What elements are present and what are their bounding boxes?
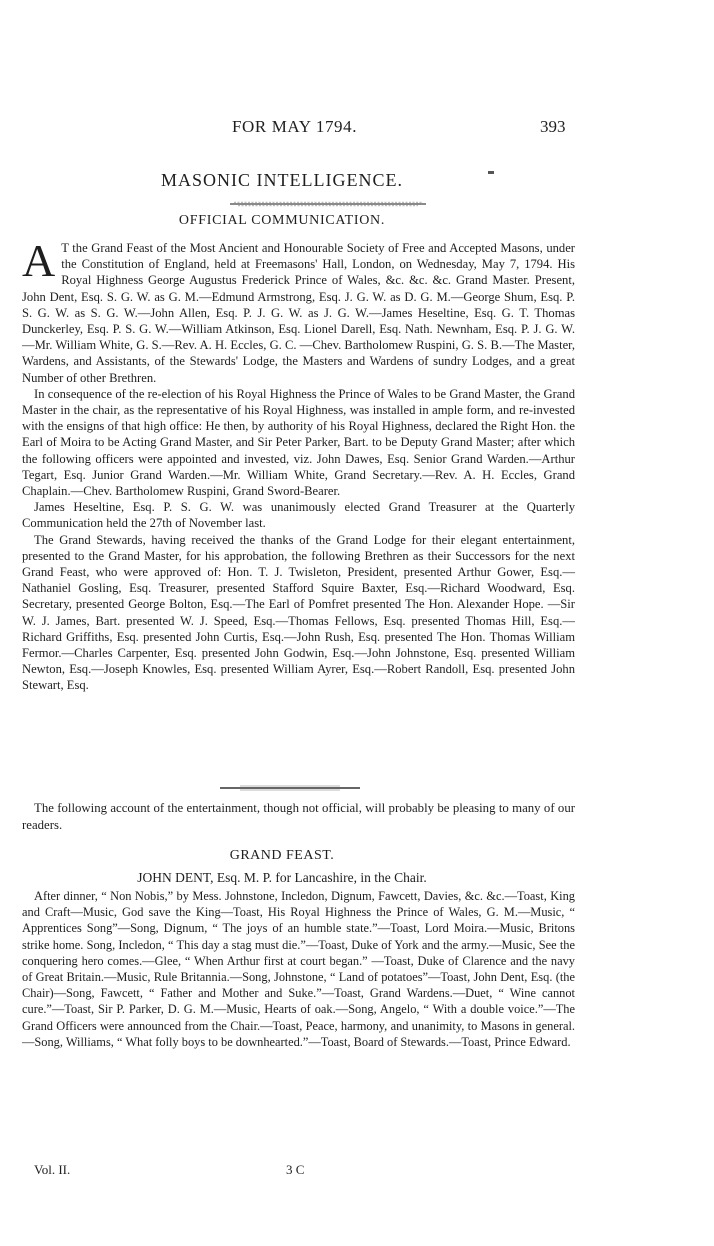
feast-account	[22, 888, 575, 1050]
intro-note	[22, 800, 575, 833]
official-communication	[22, 235, 575, 694]
feast-title: GRAND FEAST.	[229, 848, 335, 863]
official-paragraph-4: The Grand Stewards, having received the thanks of the Grand Lodge for their elegant entertainment, presented to the Grand Master, for his approbation, the following Brethren as their Successors for the next Grand Feast, who were approved of: Hon. T. J. Twisleton, President, presented Arthur Gower, Esq.—Nathaniel Gosling, Esq. Treasurer, presented Stafford Squire Baxter, Esq.—Richard Woodward, Esq. Secretary, presented George Bolton, Esq.—The Earl of Pomfret presented The Hon. Alexander Hope. —Sir W. J. James, Bart. presented W. J. Speed, Esq.—Thomas Fellows, Esq. presented Thomas Hill, Esq.—Richard Griffiths, Esq. presented John Curtis, Esq.—John Rush, Esq. presented The Hon. Thomas William Fermor.—Charles Carpenter, Esq. presented John Godwin, Esq.—John Johnstone, Esq. presented William Newton, Esq.—Joseph Knowles, Esq. presented William Ayrer, Esq.—Robert Randoll, Esq. presented John Stewart, Esq.	[22, 532, 575, 693]
volume-label: Vol. II.	[34, 1162, 71, 1177]
title-ornament-rule	[230, 201, 426, 207]
ink-mark	[488, 171, 494, 174]
official-paragraph-2: In consequence of the re-election of his Royal Highness the Prince of Wales to be Grand Master, the Grand Master in the chair, as the representative of his Royal Highness, was installed in ample form, and re-invested with the ensigns of that high office: He then, by authority of his Royal Highness, declared the Right Hon. the Earl of Moira to be Acting Grand Master, and Sir Peter Parker, Bart. to be Deputy Grand Master; after which the following officers were appointed and invested, viz. John Dawes, Esq. Senior Grand Warden.—Arthur Tegart, Esq. Junior Grand Warden.—Mr. William White, Grand Secretary.—Rev. A. H. Eccles, Grand Chaplain.—Chev. Bartholomew Ruspini, Grand Sword-Bearer.	[22, 386, 575, 499]
sub-title: OFFICIAL COMMUNICATION.	[178, 213, 386, 228]
running-head	[0, 117, 714, 147]
feast-text: After dinner, “ Non Nobis,” by Mess. Johnstone, Incledon, Dignum, Fawcett, Davies, &c. &c.—Toast, King and Craft—Music, God save the King—Toast, His Royal Highness the Prince of Wales, G. M.—Music, “ Apprentices Song”—Song, Dignum, “ The joys of an humble state.”—Toast, Lord Moira.—Music, Britons strike home. Song, Incledon, “ This day a stag must die.”—Toast, Duke of York and the army.—Music, See the conquering hero comes.—Glee, “ When Arthur first at court began.” —Toast, Duke of Clarence and the navy of Great Britain.—Music, Rule Britannia.—Song, Johnstone, “ Land of potatoes”—Toast, John Dent, Esq. (the Chair)—Song, Fawcett, “ Father and Mother and Suke.”—Toast, Grand Wardens.—Duet, “ Wine cannot cure.”—Toast, Sir P. Parker, D. G. M.—Music, Hearts of oak.—Song, Angelo, “ With a double voice.”—The Grand Officers were announced from the Chair.—Toast, Peace, harmony, and unanimity, to Masons in general.—Song, Williams, “ What folly boys to be downhearted.”—Toast, Board of Stewards.—Toast, Prince Edward.	[22, 889, 575, 1049]
official-paragraph-3: James Heseltine, Esq. P. S. G. W. was unanimously elected Grand Treasurer at the Quarterly Communication held the 27th of November last.	[22, 500, 575, 531]
drop-cap: A	[22, 235, 56, 286]
section-divider	[220, 785, 360, 791]
chair-line: JOHN DENT, Esq. M. P. for Lancashire, in the Chair.	[137, 870, 427, 885]
section-title: MASONIC INTELLIGENCE.	[161, 170, 403, 190]
official-paragraph-1	[22, 235, 575, 386]
intro-text: The following account of the entertainment, though not official, will probably be pleasing to many of our readers.	[22, 801, 575, 832]
signature-mark: 3 C	[286, 1162, 305, 1177]
page-number: 393	[540, 117, 566, 136]
official-paragraph-1-text: T the Grand Feast of the Most Ancient and Honourable Society of Free and Accepted Masons, under the Constitution of England, held at Freemasons' Hall, London, on Wednesday, May 7, 1794. His Royal Highness George Augustus Frederick Prince of Wales, &c. &c. &c. Grand Master. Present, John Dent, Esq. S. G. W. as G. M.—Edmund Armstrong, Esq. J. G. W. as D. G. M.—George Shum, Esq. P. S. G. W. as S. G. W.—John Allen, Esq. P. J. G. W. as J. G. W.—James Heseltine, Esq. G. T. Thomas Dunckerley, Esq. P. S. G. W.—William Atkinson, Esq. Lionel Darell, Esq. Nath. Newnham, Esq. P. J. G. W.—Mr. William White, G. S.—Rev. A. H. Eccles, G. C. —Chev. Bartholomew Ruspini, G. S. B.—The Master, Wardens, and Assistants, of the Stewards' Lodge, the Masters and Wardens of sundry Lodges, and a great Number of other Brethren.	[22, 241, 575, 385]
running-title: FOR MAY 1794.	[232, 117, 358, 136]
